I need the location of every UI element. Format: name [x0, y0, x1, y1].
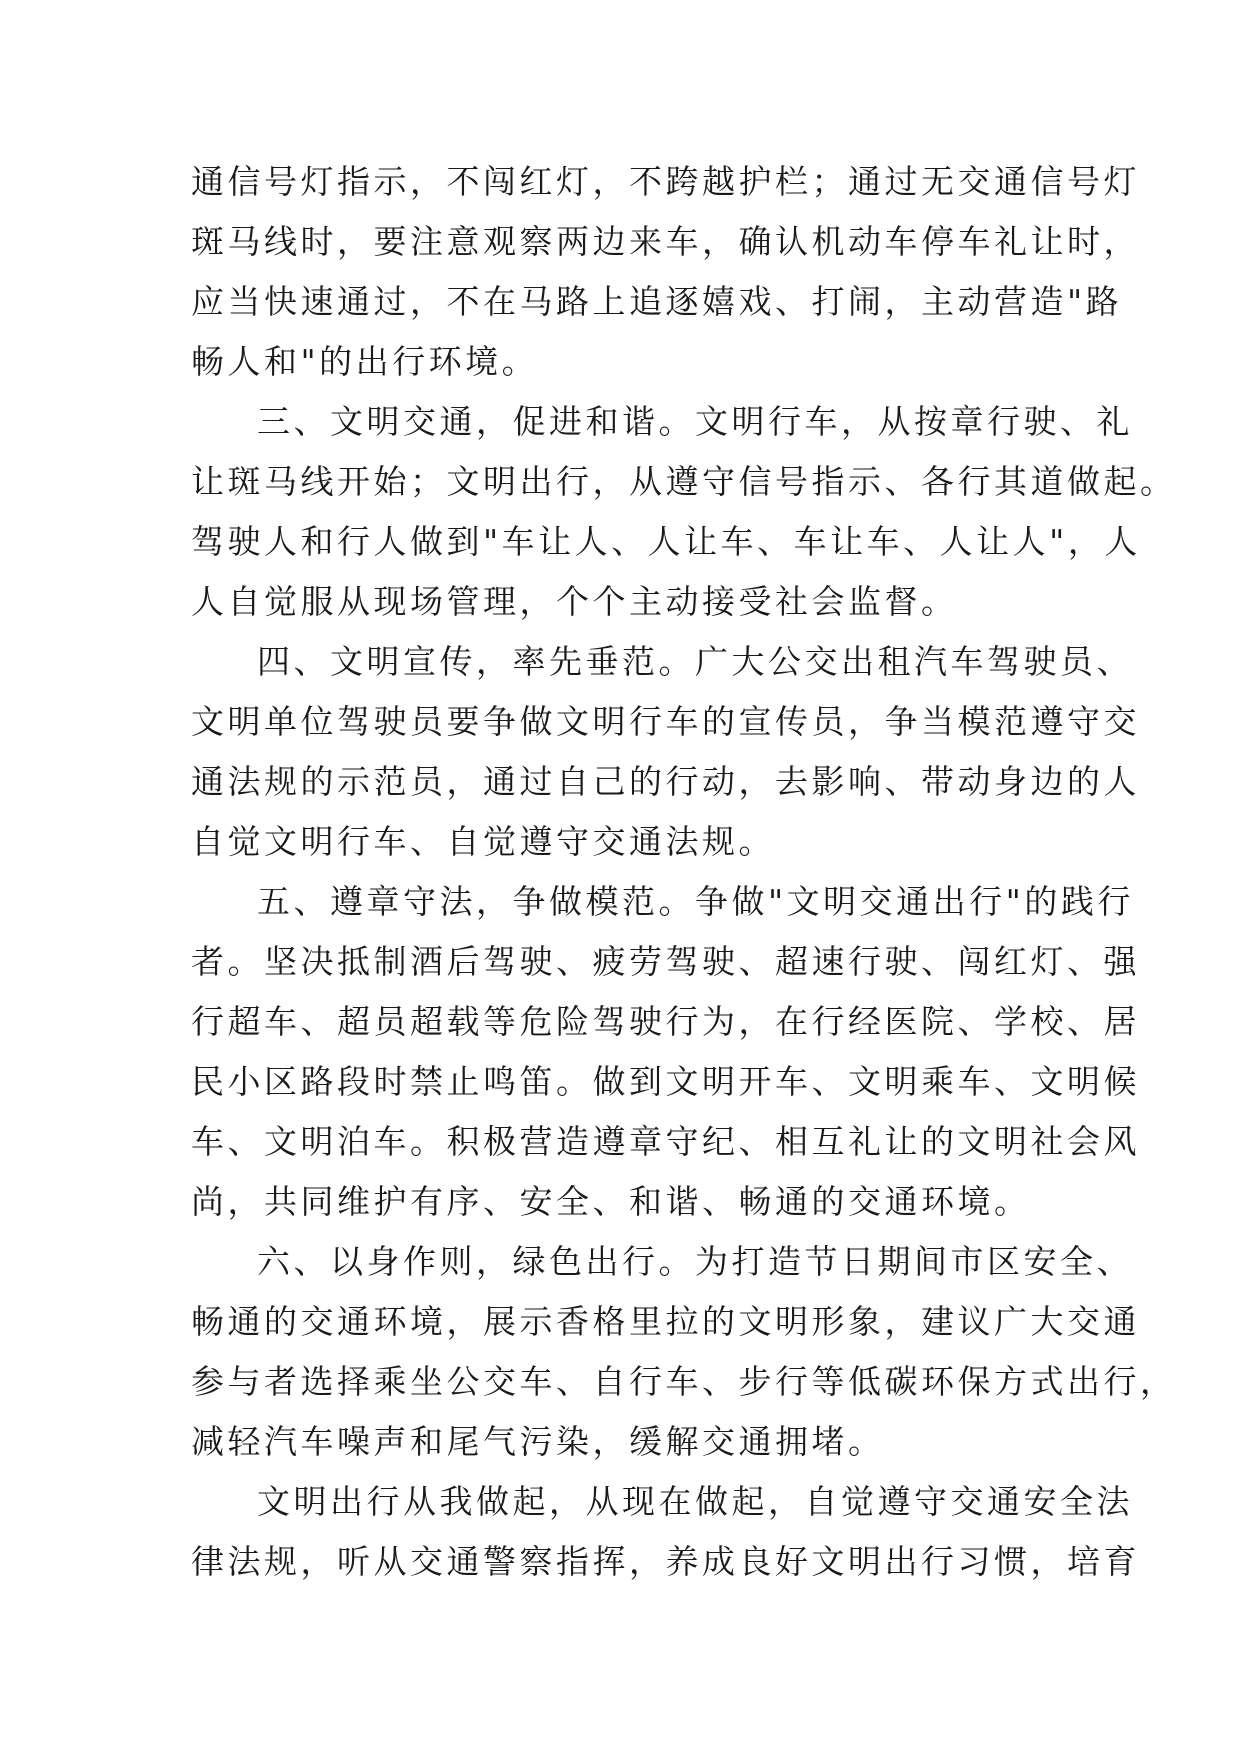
text-line: 人自觉服从现场管理，个个主动接受社会监督。 [191, 582, 958, 621]
paragraph-heading-line: 六、以身作则，绿色出行。为打造节日期间市区安全、 [257, 1242, 1133, 1281]
text-line: 通法规的示范员，通过自己的行动，去影响、带动身边的人 [191, 762, 1140, 801]
text-line: 车、文明泊车。积极营造遵章守纪、相互礼让的文明社会风 [191, 1122, 1140, 1161]
text-line: 让斑马线开始；文明出行，从遵守信号指示、各行其道做起。 [191, 462, 1177, 501]
text-line: 民小区路段时禁止鸣笛。做到文明开车、文明乘车、文明候 [191, 1062, 1140, 1101]
text-line: 应当快速通过，不在马路上追逐嬉戏、打闹，主动营造"路 [191, 282, 1123, 321]
paragraph-heading-line: 五、遵章守法，争做模范。争做"文明交通出行"的践行 [257, 882, 1134, 921]
text-line: 律法规，听从交通警察指挥，养成良好文明出行习惯，培育 [191, 1542, 1140, 1581]
text-line: 驾驶人和行人做到"车让人、人让车、车让车、人让人"，人 [191, 522, 1141, 561]
text-line: 行超车、超员超载等危险驾驶行为，在行经医院、学校、居 [191, 1002, 1140, 1041]
document-body [191, 152, 1177, 1592]
text-line: 尚，共同维护有序、安全、和谐、畅通的交通环境。 [191, 1182, 1031, 1221]
text-line: 通信号灯指示，不闯红灯，不跨越护栏；通过无交通信号灯 [191, 162, 1140, 201]
paragraph-heading-line: 文明出行从我做起，从现在做起，自觉遵守交通安全法 [257, 1482, 1133, 1521]
paragraph-heading-line: 三、文明交通，促进和谐。文明行车，从按章行驶、礼 [257, 402, 1133, 441]
text-line: 自觉文明行车、自觉遵守交通法规。 [191, 822, 775, 861]
text-line: 减轻汽车噪声和尾气污染，缓解交通拥堵。 [191, 1422, 885, 1461]
paragraph-heading-line: 四、文明宣传，率先垂范。广大公交出租汽车驾驶员、 [257, 642, 1133, 681]
text-line: 斑马线时，要注意观察两边来车，确认机动车停车礼让时， [191, 222, 1140, 261]
text-line: 参与者选择乘坐公交车、自行车、步行等低碳环保方式出行， [191, 1362, 1177, 1401]
text-line: 者。坚决抵制酒后驾驶、疲劳驾驶、超速行驶、闯红灯、强 [191, 942, 1140, 981]
text-line: 畅通的交通环境，展示香格里拉的文明形象，建议广大交通 [191, 1302, 1140, 1341]
text-line: 文明单位驾驶员要争做文明行车的宣传员，争当模范遵守交 [191, 702, 1140, 741]
text-line: 畅人和"的出行环境。 [191, 342, 539, 381]
